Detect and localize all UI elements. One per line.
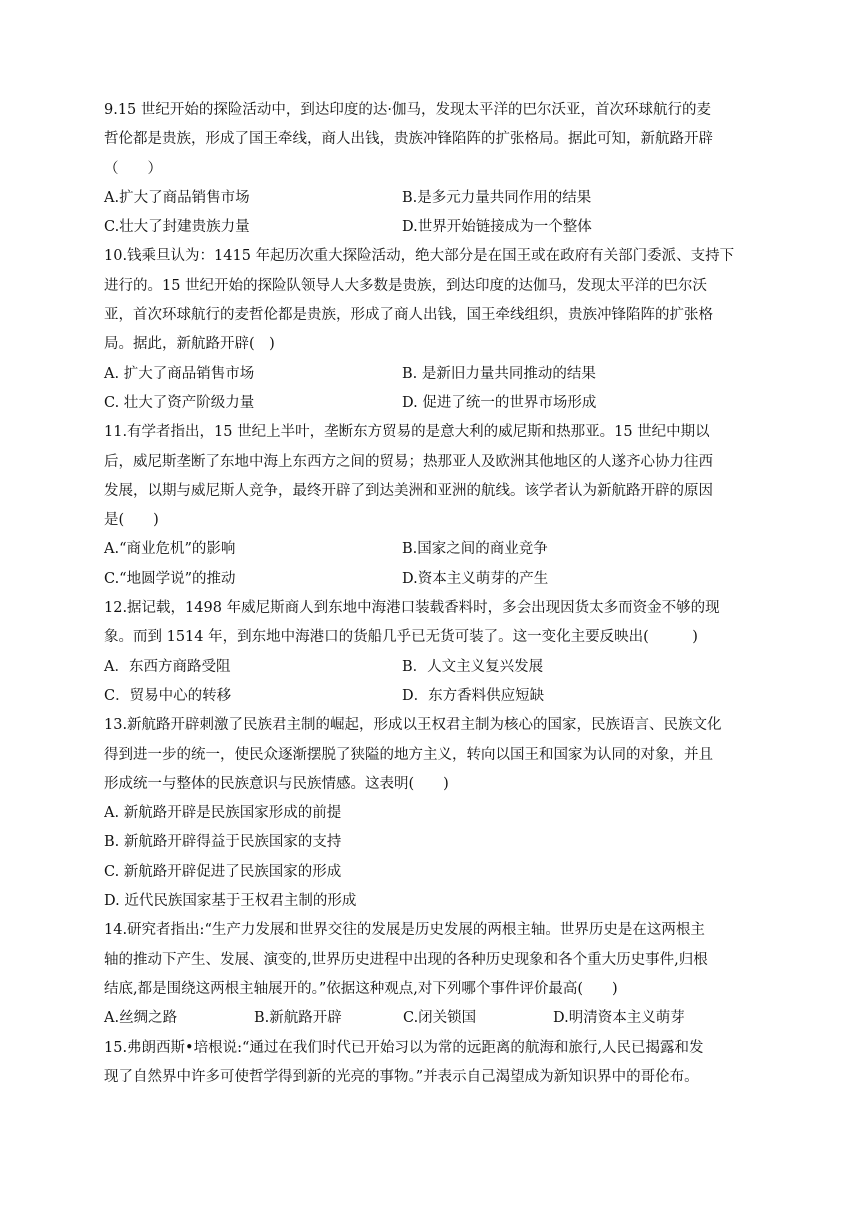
option-c[interactable]: C.壮大了封建贵族力量 — [104, 219, 250, 236]
question-15 — [104, 1034, 786, 1093]
option-row — [104, 184, 786, 213]
question-text-line: 象。而到 1514 年，到东地中海港口的货船几乎已无货可装了。这一变化主要反映出( ) — [104, 629, 698, 646]
question-text-line: 轴的推动下产生、发展、演变的,世界历史进程中出现的各种历史现象和各个重大历史事件,归根 — [104, 951, 708, 968]
option-d[interactable]: D.世界开始链接成为一个整体 — [402, 219, 592, 236]
question-text-line: 结底,都是围绕这两根主轴展开的。”依据这种观点,对下列哪个事件评价最高( ) — [104, 980, 618, 997]
option-b[interactable]: B.国家之间的商业竞争 — [402, 541, 548, 558]
question-11 — [104, 418, 786, 594]
question-9 — [104, 96, 786, 242]
option-a[interactable]: A. 扩大了商品销售市场 — [104, 365, 255, 382]
option-a[interactable]: A.“商业危机”的影响 — [104, 541, 236, 558]
option-c[interactable]: C．贸易中心的转移 — [104, 687, 232, 704]
option-c[interactable]: C.闭关锁国 — [403, 1010, 477, 1027]
option-d[interactable]: D.明清资本主义萌芽 — [553, 1010, 685, 1027]
option-row — [104, 213, 786, 242]
option-d[interactable]: D. 促进了统一的世界市场形成 — [402, 394, 597, 411]
question-list — [104, 96, 786, 1092]
question-text-line: 进行的。15 世纪开始的探险队领导人大多数是贵族，到达印度的达伽马，发现太平洋的巴尔沃 — [104, 277, 708, 294]
question-text-line: 亚，首次环球航行的麦哲伦都是贵族，形成了商人出钱，国王牵线组织，贵族冲锋陷阵的扩张格 — [104, 307, 713, 324]
option-d[interactable]: D. 近代民族国家基于王权君主制的形成 — [104, 893, 357, 910]
question-text-line: 15.弗朗西斯•培根说:“通过在我们时代已开始习以为常的远距离的航海和旅行,人民已揭露和发 — [104, 1039, 704, 1056]
question-text-line: 13.新航路开辟刺激了民族君主制的崛起，形成以王权君主制为核心的国家，民族语言、民族文化 — [104, 717, 722, 734]
option-c[interactable]: C.“地圆学说”的推动 — [104, 570, 236, 587]
option-b[interactable]: B.是多元力量共同作用的结果 — [402, 189, 592, 206]
option-row — [104, 682, 786, 711]
question-text-line: 后，威尼斯垄断了东地中海上东西方之间的贸易；热那亚人及欧洲其他地区的人遂齐心协力往西 — [104, 453, 713, 470]
option-a[interactable]: A.扩大了商品销售市场 — [104, 189, 250, 206]
question-12 — [104, 594, 786, 711]
question-text-line: 现了自然界中许多可使哲学得到新的光亮的事物。”并表示自己渴望成为新知识界中的哥伦布。 — [104, 1068, 699, 1085]
option-row — [104, 1004, 786, 1033]
option-row — [104, 653, 786, 682]
question-text-line: 得到进一步的统一，使民众逐渐摆脱了狭隘的地方主义，转向以国王和国家为认同的对象，并且 — [104, 746, 713, 763]
question-text-line: 10.钱乘旦认为：1415 年起历次重大探险活动，绝大部分是在国王或在政府有关部门委派、支持下 — [104, 248, 735, 265]
question-text-line: 哲伦都是贵族，形成了国王牵线，商人出钱，贵族冲锋陷阵的扩张格局。据此可知，新航路开辟 — [104, 131, 713, 148]
question-text-line: 是( ) — [104, 512, 159, 529]
option-a[interactable]: A.丝绸之路 — [104, 1010, 178, 1027]
question-text-line: 局。据此，新航路开辟( ) — [104, 336, 275, 353]
option-c[interactable]: C. 新航路开辟促进了民族国家的形成 — [104, 863, 342, 880]
question-text-line: 14.研究者指出:“生产力发展和世界交往的发展是历史发展的两根主轴。世界历史是在这两根主 — [104, 922, 705, 939]
option-b[interactable]: B. 是新旧力量共同推动的结果 — [402, 365, 596, 382]
option-row — [104, 535, 786, 564]
option-row — [104, 565, 786, 594]
option-b[interactable]: B．人文主义复兴发展 — [402, 658, 544, 675]
option-c[interactable]: C. 壮大了资产阶级力量 — [104, 394, 255, 411]
question-14 — [104, 916, 786, 1033]
question-text-line: 12.据记载，1498 年威尼斯商人到东地中海港口装载香料时，多会出现因货太多而资金不够的现 — [104, 600, 720, 617]
question-text-line: 9.15 世纪开始的探险活动中，到达印度的达·伽马，发现太平洋的巴尔沃亚，首次环球航行的麦 — [104, 102, 711, 118]
question-text-line: 形成统一与整体的民族意识与民族情感。这表明( ) — [104, 775, 449, 792]
option-b[interactable]: B. 新航路开辟得益于民族国家的支持 — [104, 834, 342, 851]
option-row — [104, 389, 786, 418]
question-text-line: 发展，以期与威尼斯人竞争，最终开辟了到达美洲和亚洲的航线。该学者认为新航路开辟的原因 — [104, 482, 713, 499]
option-d[interactable]: D.资本主义萌芽的产生 — [402, 570, 549, 587]
option-a[interactable]: A．东西方商路受阻 — [104, 658, 231, 675]
option-row — [104, 360, 786, 389]
option-d[interactable]: D．东方香料供应短缺 — [402, 687, 545, 704]
question-13 — [104, 711, 786, 916]
question-text-line: 11.有学者指出，15 世纪上半叶，垄断东方贸易的是意大利的威尼斯和热那亚。15 世纪中期以 — [104, 424, 710, 441]
question-text-line: （ ） — [104, 160, 162, 177]
option-b[interactable]: B.新航路开辟 — [254, 1010, 342, 1027]
question-10 — [104, 242, 786, 418]
option-a[interactable]: A. 新航路开辟是民族国家形成的前提 — [104, 805, 342, 822]
